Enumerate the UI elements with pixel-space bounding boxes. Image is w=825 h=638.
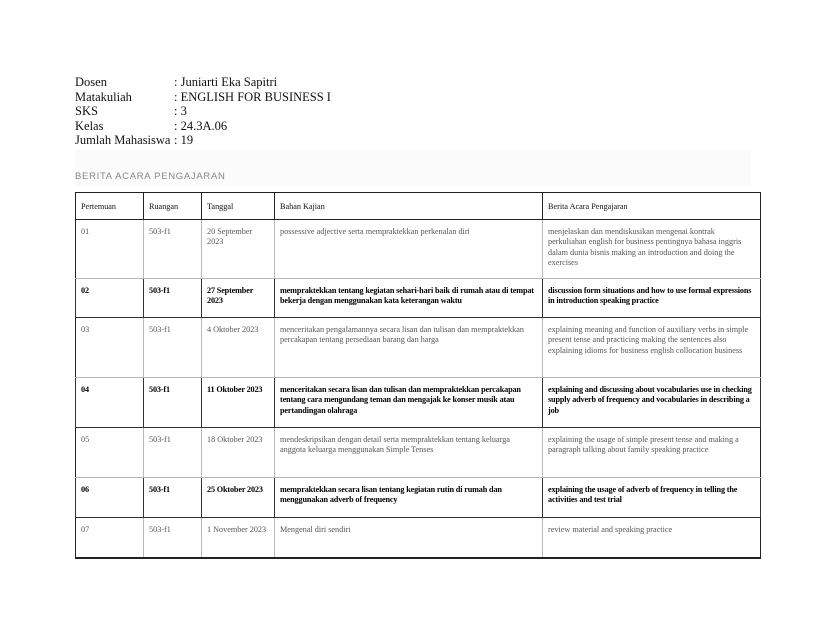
cell-ruangan: 503-f1 bbox=[144, 279, 202, 318]
cell-berita-acara: explaining and discussing about vocabularies use in checking supply adverb of frequency and vocabularies in describing a job bbox=[543, 378, 761, 428]
table-row bbox=[76, 518, 761, 558]
cell-tanggal: 4 Oktober 2023 bbox=[202, 318, 275, 378]
cell-berita-acara: explaining the usage of adverb of frequency in telling the activities and test trial bbox=[543, 478, 761, 518]
info-label: Dosen bbox=[75, 75, 107, 89]
table-header-row bbox=[76, 193, 761, 220]
cell-ruangan: 503-f1 bbox=[144, 220, 202, 279]
info-row-jumlah-mahasiswa bbox=[75, 133, 331, 148]
cell-bahan-kajian: possessive adjective serta mempraktekkan perkenalan diri bbox=[275, 220, 543, 279]
table-row bbox=[76, 428, 761, 478]
cell-tanggal: 25 Oktober 2023 bbox=[202, 478, 275, 518]
table-row bbox=[76, 318, 761, 378]
info-label: SKS bbox=[75, 104, 98, 119]
cell-pertemuan: 02 bbox=[76, 279, 144, 318]
cell-pertemuan: 05 bbox=[76, 428, 144, 478]
cell-ruangan: 503-f1 bbox=[144, 378, 202, 428]
table-row bbox=[76, 378, 761, 428]
info-value: : 24.3A.06 bbox=[174, 118, 228, 133]
cell-berita-acara: menjelaskan dan mendiskusikan mengenai kontrak perkuliahan english for business pentingnya bahasa inggris dalam dunia bisnis making an introduction and doing the exercises bbox=[543, 220, 761, 279]
cell-berita-acara: explaining meaning and function of auxiliary verbs in simple present tense and practicing making the sentences also explaining idioms for business english collocation business bbox=[543, 318, 761, 378]
info-row-matakuliah bbox=[75, 90, 331, 105]
cell-ruangan: 503-f1 bbox=[144, 318, 202, 378]
info-row-dosen bbox=[75, 75, 331, 90]
info-value: : Juniarti Eka Sapitri bbox=[174, 75, 278, 89]
info-label: Jumlah Mahasiswa bbox=[75, 133, 171, 148]
table-row bbox=[76, 220, 761, 279]
cell-bahan-kajian: Mengenal diri sendiri bbox=[275, 518, 543, 558]
cell-ruangan: 503-f1 bbox=[144, 478, 202, 518]
cell-tanggal: 18 Oktober 2023 bbox=[202, 428, 275, 478]
cell-bahan-kajian: mempraktekkan tentang kegiatan sehari-hari baik di rumah atau di tempat bekerja dengan menggunakan kata keterangan waktu bbox=[275, 279, 543, 318]
cell-berita-acara: discussion form situations and how to use formal expressions in introduction speaking practice bbox=[543, 279, 761, 318]
cell-bahan-kajian: menceritakan pengalamannya secara lisan dan tulisan dan mempraktekkan percakapan tentang persediaan barang dan harga bbox=[275, 318, 543, 378]
cell-pertemuan: 06 bbox=[76, 478, 144, 518]
teaching-record-table bbox=[75, 192, 761, 559]
cell-pertemuan: 04 bbox=[76, 378, 144, 428]
info-value: : 3 bbox=[174, 104, 187, 119]
section-title: BERITA ACARA PENGAJARAN bbox=[75, 171, 226, 182]
info-value: : ENGLISH FOR BUSINESS I bbox=[174, 89, 331, 104]
cell-berita-acara: review material and speaking practice bbox=[543, 518, 761, 558]
cell-ruangan: 503-f1 bbox=[144, 518, 202, 558]
table-row bbox=[76, 279, 761, 318]
column-header-bahan-kajian: Bahan Kajian bbox=[275, 193, 543, 220]
cell-bahan-kajian: mendeskripsikan dengan detail serta mempraktekkan tentang keluarga anggota keluarga menggunakan Simple Tenses bbox=[275, 428, 543, 478]
column-header-berita-acara: Berita Acara Pengajaran bbox=[543, 193, 761, 220]
column-header-pertemuan: Pertemuan bbox=[76, 193, 144, 220]
cell-tanggal: 27 September 2023 bbox=[202, 279, 275, 318]
cell-tanggal: 11 Oktober 2023 bbox=[202, 378, 275, 428]
cell-ruangan: 503-f1 bbox=[144, 428, 202, 478]
cell-berita-acara: explaining the usage of simple present tense and making a paragraph talking about family speaking practice bbox=[543, 428, 761, 478]
cell-tanggal: 1 November 2023 bbox=[202, 518, 275, 558]
info-value: : 19 bbox=[174, 133, 194, 148]
info-row-kelas bbox=[75, 119, 331, 134]
info-label: Kelas bbox=[75, 118, 104, 133]
cell-bahan-kajian: menceritakan secara lisan dan tulisan dan mempraktekkan percakapan tentang cara mengundang teman dan mengajak ke konser musik atau pertandingan olahraga bbox=[275, 378, 543, 428]
cell-pertemuan: 01 bbox=[76, 220, 144, 279]
info-label: Matakuliah bbox=[75, 89, 132, 104]
column-header-tanggal: Tanggal bbox=[202, 193, 275, 220]
column-header-ruangan: Ruangan bbox=[144, 193, 202, 220]
cell-pertemuan: 03 bbox=[76, 318, 144, 378]
cell-bahan-kajian: mempraktekkan secara lisan tentang kegiatan rutin di rumah dan menggunakan adverb of frequency bbox=[275, 478, 543, 518]
cell-tanggal: 20 September 2023 bbox=[202, 220, 275, 279]
info-row-sks bbox=[75, 104, 331, 119]
table-row bbox=[76, 478, 761, 518]
cell-pertemuan: 07 bbox=[76, 518, 144, 558]
course-info bbox=[75, 75, 331, 148]
